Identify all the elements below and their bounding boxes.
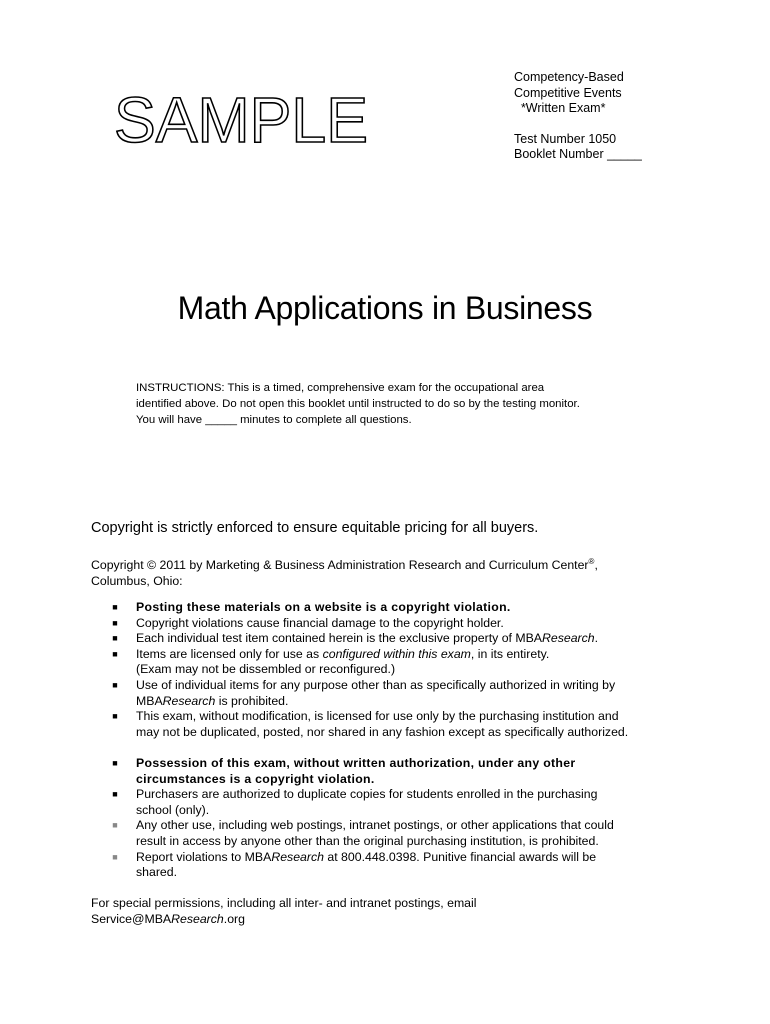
list-item (110, 678, 750, 709)
list-item-text: circumstances is a copyright violation. (136, 771, 375, 786)
list-item (110, 850, 750, 881)
list-item-text: result in access by anyone other than the original purchasing institution, is prohibited. (136, 833, 599, 848)
contact-email (91, 911, 691, 927)
sample-stamp-text: SAMPLE (114, 84, 368, 150)
list-item-text: Possession of this exam, without written authorization, under any other (136, 756, 576, 770)
list-item (110, 818, 750, 849)
bullet-icon: ■ (112, 711, 118, 722)
bullet-icon: ■ (112, 758, 118, 768)
list-item-emphasis: configured within this exam (322, 646, 471, 661)
copyright-rules-list (110, 600, 750, 740)
header-test-number: Test Number 1050 (514, 131, 617, 146)
email-prefix: Service@MBA (91, 912, 172, 926)
list-item-text: , in its entirety. (470, 646, 550, 661)
header-line-events: Competitive Events (514, 85, 622, 100)
list-item-emphasis: Research (162, 693, 216, 708)
list-item-text: Each individual test item contained herein is the exclusive property of MBA (136, 631, 543, 646)
list-item-text: . (594, 631, 599, 646)
copyright-location: Columbus, Ohio: (91, 574, 183, 589)
bullet-icon: ■ (112, 617, 118, 628)
permissions-footer (91, 895, 691, 927)
list-item (110, 756, 750, 787)
list-item (110, 631, 750, 647)
copyright-heading: Copyright is strictly enforced to ensure equitable pricing for all buyers. (91, 520, 539, 536)
list-item (110, 600, 750, 616)
email-suffix: .org (223, 912, 245, 926)
list-item-text: This exam, without modification, is licensed for use only by the purchasing institution and (136, 709, 619, 724)
instructions (136, 380, 656, 429)
bullet-icon: ■ (112, 648, 118, 659)
registered-mark: ® (588, 557, 595, 566)
instructions-line: INSTRUCTIONS: This is a timed, comprehensive exam for the occupational area (136, 382, 545, 394)
list-item-text: may not be duplicated, posted, nor shared in any fashion except as specifically authorized. (136, 724, 629, 739)
bullet-icon: ■ (112, 679, 118, 690)
bullet-icon: ■ (112, 851, 118, 862)
header-line-competency: Competency-Based (514, 70, 624, 84)
bullet-icon: ■ (112, 820, 118, 831)
sample-stamp (112, 84, 372, 150)
bullet-icon: ■ (112, 633, 118, 644)
bullet-icon: ■ (112, 789, 118, 800)
authorization-list (110, 756, 750, 881)
list-item-text: Any other use, including web postings, intranet postings, or other applications that could (136, 818, 614, 833)
list-item (110, 787, 750, 818)
list-item-text: school (only). (136, 802, 210, 817)
copyright-statement (91, 554, 711, 589)
list-item (110, 709, 750, 740)
list-item-emphasis: Research (271, 849, 324, 864)
copyright-text: Copyright © 2011 by Marketing & Business Administration Research and Curriculum Center (91, 558, 589, 573)
list-item-text: MBA (136, 693, 163, 708)
list-item-text: Copyright violations cause financial damage to the copyright holder. (136, 615, 504, 630)
exam-title: Math Applications in Business (177, 290, 593, 326)
exam-header (514, 70, 754, 163)
list-item-text: Items are licensed only for use as (136, 646, 323, 661)
list-item-text: (Exam may not be dissembled or reconfigured.) (136, 662, 396, 677)
list-item-text: Purchasers are authorized to duplicate copies for students enrolled in the purchasing (136, 787, 598, 802)
list-item (110, 616, 750, 632)
list-item-text: Posting these materials on a website is a copyright violation. (136, 600, 511, 614)
bullet-icon: ■ (112, 602, 118, 612)
copyright-comma: , (594, 558, 598, 573)
instructions-line: You will have _____ minutes to complete all questions. (136, 414, 412, 427)
list-item (110, 647, 750, 678)
instructions-line: identified above. Do not open this booklet until instructed to do so by the testing monitor. (136, 398, 580, 411)
footer-text: For special permissions, including all inter- and intranet postings, email (91, 896, 477, 910)
list-item-text: is prohibited. (215, 693, 289, 708)
list-item-text: Report violations to MBA (136, 849, 272, 864)
email-emphasis: Research (171, 912, 224, 926)
list-item-emphasis: Research (542, 631, 595, 646)
header-line-written-exam: *Written Exam* (514, 101, 606, 116)
list-item-text: shared. (136, 865, 178, 880)
header-booklet-number: Booklet Number _____ (514, 147, 642, 162)
list-item-text: at 800.448.0398. Punitive financial awards will be (323, 849, 597, 864)
list-item-text: Use of individual items for any purpose other than as specifically authorized in writing by (136, 677, 616, 692)
